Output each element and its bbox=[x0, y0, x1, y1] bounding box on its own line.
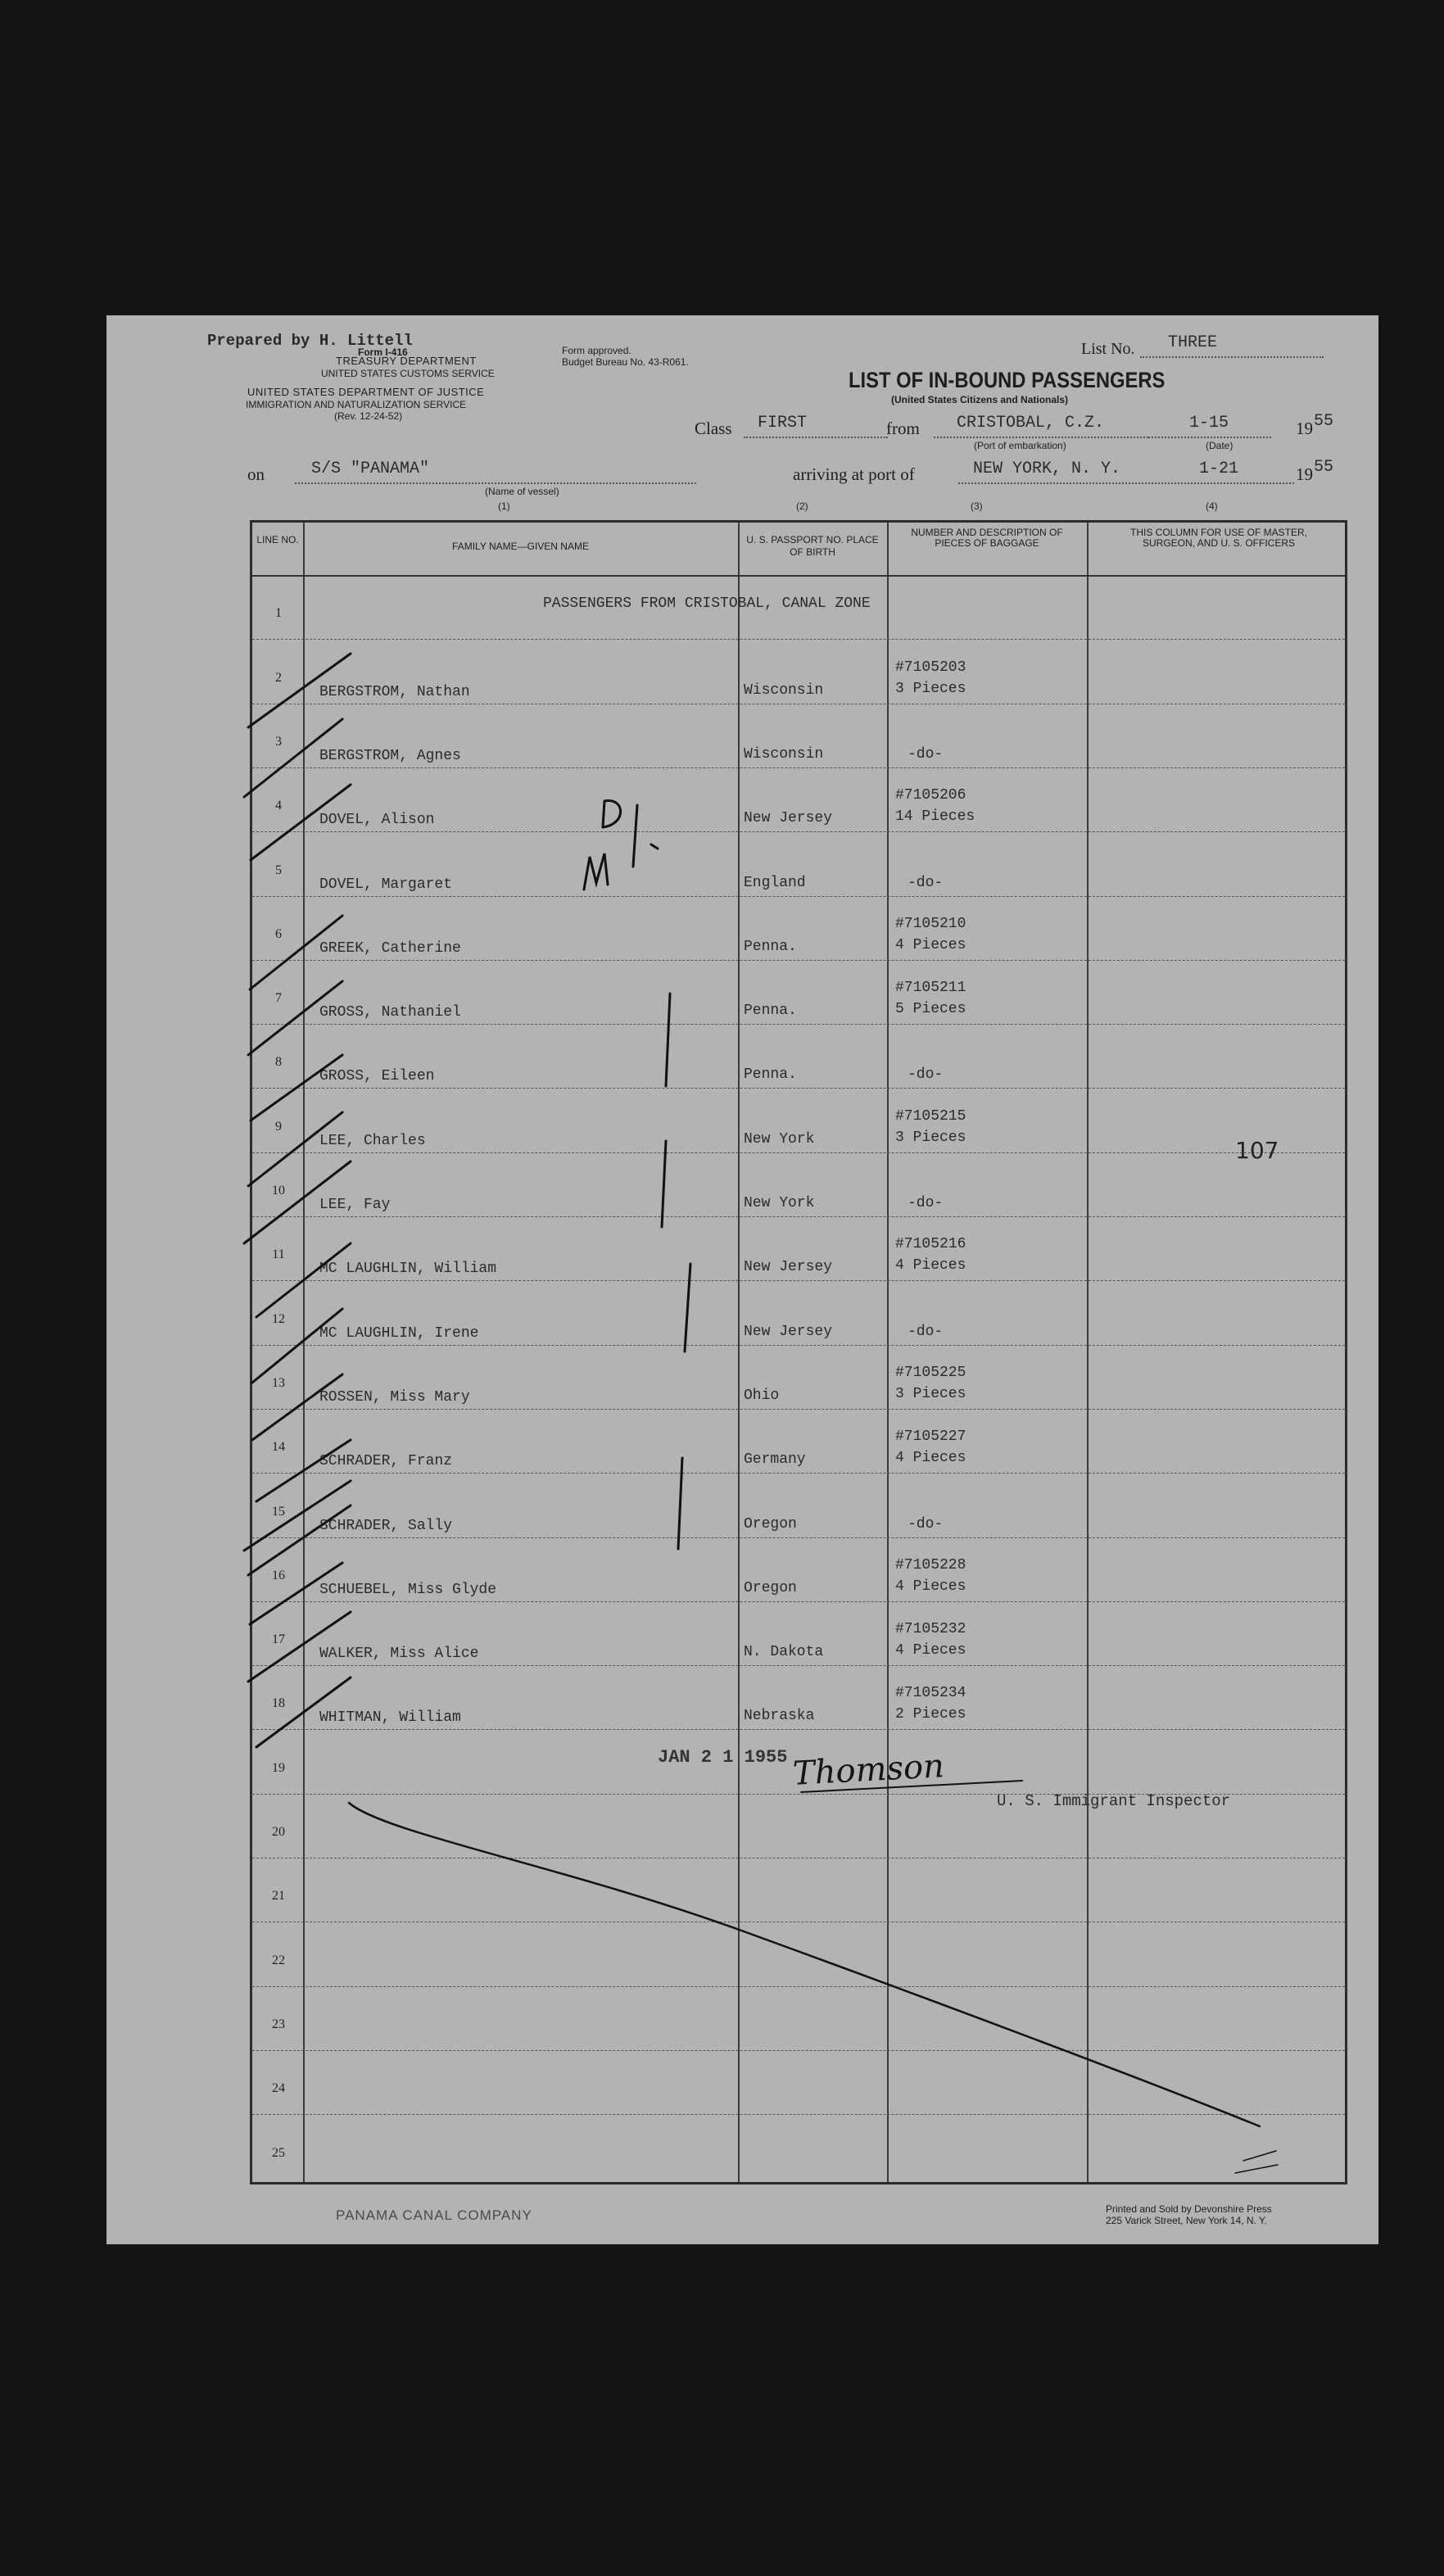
check-mark bbox=[256, 1243, 351, 1317]
family-bracket bbox=[678, 1458, 682, 1549]
from-label: from bbox=[886, 419, 920, 438]
treasury-department: TREASURY DEPARTMENT bbox=[336, 355, 477, 367]
handwritten-marks bbox=[252, 523, 1350, 2187]
passenger-name: BERGSTROM, Nathan bbox=[319, 683, 470, 700]
baggage-count: 3 Pieces bbox=[895, 1385, 966, 1402]
revision-label: (Rev. 12-24-52) bbox=[334, 410, 403, 422]
passport-number: #7105211 bbox=[895, 980, 966, 997]
passenger-name: DOVEL, Alison bbox=[319, 812, 435, 829]
passport-number: #7105234 bbox=[895, 1685, 966, 1702]
family-bracket bbox=[633, 805, 637, 867]
place-of-birth: New Jersey bbox=[744, 1259, 833, 1276]
list-no-underline bbox=[1140, 356, 1324, 358]
header-baggage: NUMBER AND DESCRIPTION OF PIECES OF BAGGAGE bbox=[911, 527, 1063, 549]
check-mark bbox=[250, 916, 342, 989]
line-number: 4 bbox=[275, 799, 282, 813]
column-number-1: (1) bbox=[498, 500, 510, 512]
form-number: Form I-416 bbox=[358, 346, 408, 358]
column-number-3: (3) bbox=[971, 500, 983, 512]
printer-line-1: Printed and Sold by Devonshire Press bbox=[1106, 2203, 1272, 2215]
vessel-name: S/S "PANAMA" bbox=[311, 460, 430, 478]
passport-number: #7105228 bbox=[895, 1556, 966, 1573]
line-number: 21 bbox=[272, 1889, 285, 1904]
line-number: 13 bbox=[272, 1375, 285, 1390]
place-of-birth: Germany bbox=[744, 1451, 806, 1469]
baggage-count: -do- bbox=[908, 1323, 944, 1340]
line-number: 12 bbox=[272, 1311, 285, 1326]
departure-year: 55 bbox=[1314, 412, 1334, 431]
line-number: 14 bbox=[272, 1440, 285, 1455]
passenger-name: SCHRADER, Sally bbox=[319, 1517, 453, 1534]
line-number: 6 bbox=[275, 926, 282, 941]
form-subtitle: (United States Citizens and Nationals) bbox=[891, 394, 1069, 405]
line-number: 5 bbox=[275, 862, 282, 877]
passenger-name: MC LAUGHLIN, Irene bbox=[319, 1324, 479, 1342]
line-number: 24 bbox=[272, 2081, 285, 2096]
corner-scribble bbox=[1235, 2151, 1278, 2173]
column-number-4: (4) bbox=[1206, 500, 1218, 512]
family-bracket bbox=[662, 1141, 666, 1227]
place-of-birth: Oregon bbox=[744, 1515, 797, 1532]
family-bracket bbox=[685, 1264, 690, 1351]
handwritten-M bbox=[584, 853, 608, 890]
check-mark bbox=[248, 1612, 351, 1682]
arrival-year: 55 bbox=[1314, 458, 1334, 477]
line-number: 18 bbox=[272, 1696, 285, 1711]
arrival-date: 1-21 bbox=[1199, 460, 1239, 478]
passenger-name: LEE, Fay bbox=[319, 1197, 391, 1213]
check-mark bbox=[248, 1505, 351, 1575]
line-number: 19 bbox=[272, 1760, 285, 1775]
place-of-birth: New Jersey bbox=[744, 810, 833, 827]
place-of-birth: England bbox=[744, 874, 806, 891]
handwritten-D bbox=[603, 800, 621, 827]
header-officers: THIS COLUMN FOR USE OF MASTER, SURGEON, AND U. S. OFFICERS bbox=[1129, 527, 1307, 549]
baggage-count: -do- bbox=[908, 1066, 944, 1084]
class-underline bbox=[744, 437, 888, 438]
check-mark bbox=[248, 654, 351, 727]
prepared-by: Prepared by H. Littell bbox=[207, 332, 413, 350]
manifest-page bbox=[106, 315, 1378, 2244]
check-mark bbox=[251, 1055, 342, 1120]
baggage-count: 2 Pieces bbox=[895, 1706, 966, 1723]
check-mark bbox=[251, 785, 351, 860]
place-of-birth: Penna. bbox=[744, 1003, 797, 1020]
form-title: LIST OF IN-BOUND PASSENGERS bbox=[849, 368, 1166, 392]
port-caption: (Port of embarkation) bbox=[974, 440, 1066, 451]
baggage-count: 4 Pieces bbox=[895, 1578, 966, 1595]
baggage-count: 5 Pieces bbox=[895, 1001, 966, 1018]
place-of-birth: Wisconsin bbox=[744, 681, 824, 699]
line-number: 2 bbox=[275, 670, 282, 685]
passenger-name: WALKER, Miss Alice bbox=[319, 1646, 479, 1663]
date-caption: (Date) bbox=[1206, 440, 1234, 451]
company-name: PANAMA CANAL COMPANY bbox=[336, 2207, 532, 2223]
line-number: 10 bbox=[272, 1184, 285, 1197]
check-mark bbox=[244, 719, 342, 797]
line-number: 22 bbox=[272, 1953, 285, 1967]
line-number: 3 bbox=[275, 734, 282, 749]
form-approved: Form approved. bbox=[562, 345, 631, 356]
line-number: 11 bbox=[272, 1247, 285, 1262]
baggage-count: -do- bbox=[908, 874, 944, 891]
passport-number: #7105203 bbox=[895, 659, 966, 676]
inspector-title: U. S. Immigrant Inspector bbox=[997, 1792, 1231, 1810]
place-of-birth: Ohio bbox=[744, 1387, 780, 1404]
place-of-birth: Penna. bbox=[744, 938, 797, 955]
check-mark bbox=[252, 1309, 342, 1383]
baggage-count: -do- bbox=[908, 1515, 944, 1532]
passport-number: #7105215 bbox=[895, 1107, 966, 1125]
line-number: 17 bbox=[272, 1632, 285, 1647]
class-label: Class bbox=[695, 419, 732, 438]
baggage-count: -do- bbox=[908, 1195, 944, 1211]
baggage-count: 14 Pieces bbox=[895, 808, 975, 826]
baggage-count: 4 Pieces bbox=[895, 936, 966, 953]
year-prefix-1: 19 bbox=[1296, 419, 1313, 438]
officer-mark: 107 bbox=[1235, 1137, 1279, 1164]
check-mark bbox=[252, 1374, 342, 1440]
customs-service: UNITED STATES CUSTOMS SERVICE bbox=[321, 368, 495, 379]
budget-bureau: Budget Bureau No. 43-R061. bbox=[562, 356, 689, 368]
place-of-birth: New York bbox=[744, 1195, 815, 1211]
handwritten-tick bbox=[651, 844, 658, 849]
check-mark bbox=[256, 1440, 351, 1501]
passenger-name: BERGSTROM, Agnes bbox=[319, 747, 461, 764]
section-heading: PASSENGERS FROM CRISTOBAL, CANAL ZONE bbox=[543, 595, 871, 612]
line-number: 15 bbox=[272, 1504, 285, 1519]
on-label: on bbox=[247, 464, 265, 484]
check-mark bbox=[250, 1563, 342, 1624]
baggage-count: 4 Pieces bbox=[895, 1257, 966, 1274]
passenger-table bbox=[250, 520, 1347, 2184]
baggage-count: -do- bbox=[908, 745, 944, 763]
inspector-signature: Thomson bbox=[791, 1747, 945, 1793]
passenger-name: LEE, Charles bbox=[319, 1132, 426, 1149]
line-number: 8 bbox=[275, 1055, 282, 1070]
passport-number: #7105225 bbox=[895, 1364, 966, 1381]
line-number: 23 bbox=[272, 2017, 285, 2031]
place-of-birth: New Jersey bbox=[744, 1323, 833, 1340]
departure-date: 1-15 bbox=[1189, 414, 1229, 432]
arriving-label: arriving at port of bbox=[793, 464, 915, 484]
passport-number: #7105210 bbox=[895, 915, 966, 932]
check-mark bbox=[256, 1677, 351, 1747]
passenger-name: MC LAUGHLIN, William bbox=[319, 1261, 497, 1278]
justice-department: UNITED STATES DEPARTMENT OF JUSTICE bbox=[247, 386, 485, 398]
passport-number: #7105206 bbox=[895, 787, 966, 804]
list-no-value: THREE bbox=[1168, 333, 1218, 352]
passport-number: #7105232 bbox=[895, 1621, 966, 1638]
check-mark bbox=[244, 1161, 351, 1243]
class-value: FIRST bbox=[758, 414, 808, 432]
passenger-name: SCHRADER, Franz bbox=[319, 1453, 453, 1470]
place-of-birth: New York bbox=[744, 1130, 815, 1148]
baggage-count: 4 Pieces bbox=[895, 1450, 966, 1467]
passenger-name: GROSS, Eileen bbox=[319, 1068, 435, 1085]
place-of-birth: Nebraska bbox=[744, 1708, 815, 1725]
line-number: 25 bbox=[272, 2145, 285, 2160]
vessel-caption: (Name of vessel) bbox=[485, 486, 559, 497]
date1-underline bbox=[1148, 437, 1271, 438]
signature-underline bbox=[801, 1781, 1022, 1792]
baggage-count: 4 Pieces bbox=[895, 1642, 966, 1659]
from-underline bbox=[934, 437, 1148, 438]
passenger-name: ROSSEN, Miss Mary bbox=[319, 1388, 470, 1406]
header-family-name: FAMILY NAME—GIVEN NAME bbox=[452, 541, 589, 552]
place-of-birth: Penna. bbox=[744, 1066, 797, 1084]
passenger-name: GREEK, Catherine bbox=[319, 939, 461, 957]
line-number: 20 bbox=[272, 1825, 285, 1839]
list-no-label: List No. bbox=[1081, 340, 1135, 358]
passenger-name: GROSS, Nathaniel bbox=[319, 1004, 461, 1021]
line-number: 9 bbox=[275, 1119, 282, 1134]
vessel-underline bbox=[295, 482, 696, 484]
year-prefix-2: 19 bbox=[1296, 464, 1313, 484]
date-stamp: JAN 2 1 1955 bbox=[658, 1747, 788, 1768]
place-of-birth: N. Dakota bbox=[744, 1644, 824, 1661]
header-passport: U. S. PASSPORT NO. PLACE OF BIRTH bbox=[746, 534, 879, 558]
line-number: 7 bbox=[275, 991, 282, 1006]
place-of-birth: Wisconsin bbox=[744, 745, 824, 763]
column-number-2: (2) bbox=[796, 500, 808, 512]
ins-label: IMMIGRATION AND NATURALIZATION SERVICE bbox=[246, 399, 467, 410]
passport-number: #7105227 bbox=[895, 1428, 966, 1446]
passenger-name: DOVEL, Margaret bbox=[319, 876, 453, 893]
cancellation-line bbox=[349, 1803, 1260, 2126]
baggage-count: 3 Pieces bbox=[895, 1129, 966, 1146]
passport-number: #7105216 bbox=[895, 1236, 966, 1253]
place-of-birth: Oregon bbox=[744, 1579, 797, 1596]
arrival-port: NEW YORK, N. Y. bbox=[973, 460, 1121, 478]
passenger-name: WHITMAN, William bbox=[319, 1709, 461, 1727]
header-line-no: LINE NO. bbox=[256, 534, 299, 546]
baggage-count: 3 Pieces bbox=[895, 680, 966, 697]
line-number: 16 bbox=[272, 1568, 285, 1582]
family-bracket bbox=[666, 994, 670, 1086]
arrival-underline bbox=[958, 482, 1294, 484]
passenger-name: SCHUEBEL, Miss Glyde bbox=[319, 1581, 497, 1598]
check-mark bbox=[248, 981, 342, 1055]
check-mark bbox=[248, 1112, 342, 1186]
line-number: 1 bbox=[275, 606, 282, 621]
from-value: CRISTOBAL, C.Z. bbox=[957, 414, 1105, 432]
printer-line-2: 225 Varick Street, New York 14, N. Y. bbox=[1106, 2215, 1267, 2226]
